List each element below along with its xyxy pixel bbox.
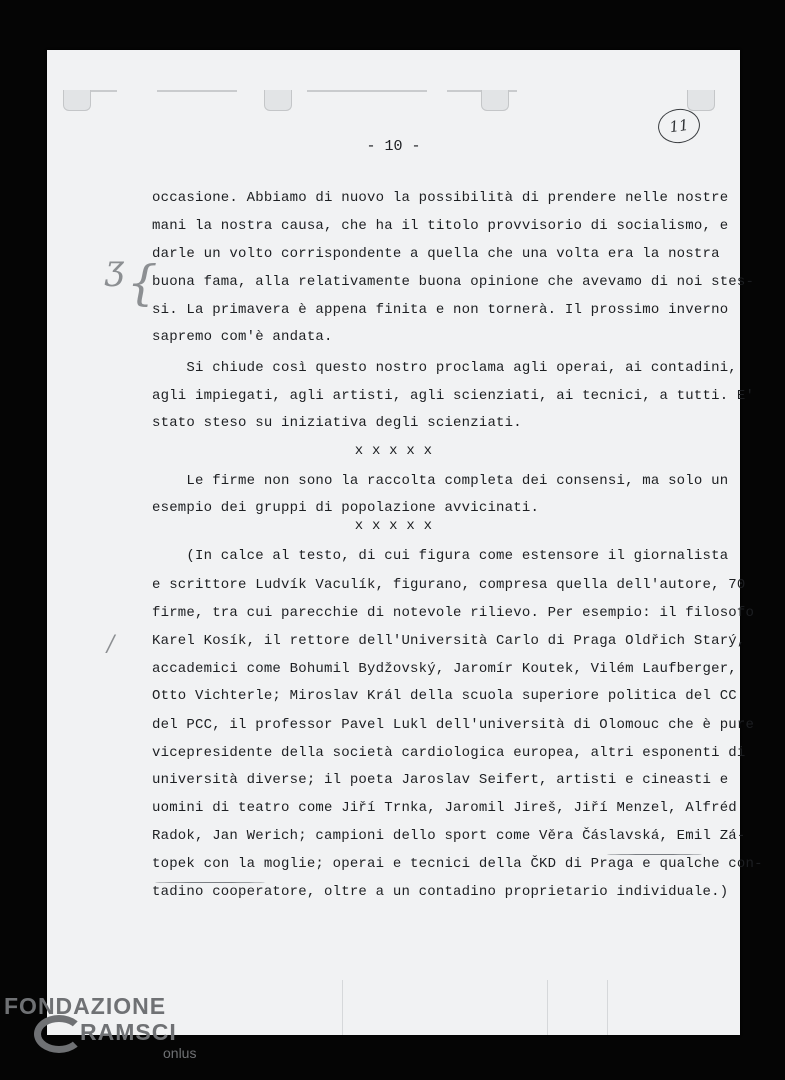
separator: x x x x x	[354, 518, 433, 534]
text-line: topek con la moglie; operai e tecnici della ČKD di Praga e qualche con-	[152, 856, 763, 872]
text-line: darle un volto corrispondente a quella che una volta era la nostra	[152, 246, 720, 262]
text-line: Radok, Jan Werich; campioni dello sport come Věra Čáslavská, Emil Zá-	[152, 828, 746, 844]
text-line: e scrittore Ludvík Vaculík, figurano, compresa quella dell'autore, 70	[152, 577, 746, 593]
ink-underline	[607, 854, 702, 855]
margin-pencil-bracket: {	[127, 255, 158, 311]
text-line: agli impiegati, agli artisti, agli scienziati, ai tecnici, a tutti. E'	[152, 388, 755, 404]
watermark-line2: RAMSCI	[80, 1019, 177, 1045]
page-number: - 10 -	[366, 138, 421, 155]
fondazione-gramsci-watermark	[4, 993, 197, 1061]
text-line: vicepresidente della società cardiologica europea, altri esponenti di	[152, 745, 746, 761]
text-line: occasione. Abbiamo di nuovo la possibilità di prendere nelle nostre	[152, 190, 729, 206]
text-line: buona fama, alla relativamente buona opinione che avevamo di noi stes-	[152, 274, 755, 290]
document-page	[47, 50, 763, 1035]
text-line: uomini di teatro come Jiří Trnka, Jaromil Jireš, Jiří Menzel, Alfréd	[152, 800, 737, 816]
folio-stamp: 11	[656, 106, 702, 146]
margin-pencil-tick: /	[107, 632, 115, 657]
text-line: esempio dei gruppi di popolazione avvicinati.	[152, 500, 540, 516]
ink-underline	[155, 882, 265, 883]
text-line: mani la nostra causa, che ha il titolo provvisorio di socialismo, e	[152, 218, 729, 234]
watermark-onlus: onlus	[163, 1045, 197, 1061]
text-line: del PCC, il professor Pavel Lukl dell'università di Olomouc che è pure	[152, 717, 755, 733]
text-line: Le firme non sono la raccolta completa dei consensi, ma solo un	[152, 473, 729, 489]
margin-pencil-mark: ʒ	[105, 248, 125, 288]
text-line: Otto Vichterle; Miroslav Král della scuola superiore politica del CC	[152, 688, 737, 704]
text-line: Karel Kosík, il rettore dell'Università Carlo di Praga Oldřich Starý,	[152, 633, 746, 649]
binder-holes	[47, 50, 740, 120]
gramsci-g-logo-icon	[34, 1015, 84, 1053]
watermark-line1: FONDAZIONE	[4, 993, 167, 1019]
text-line: tadino cooperatore, oltre a un contadino proprietario individuale.)	[152, 884, 729, 900]
text-line: firme, tra cui parecchie di notevole rilievo. Per esempio: il filosofo	[152, 605, 755, 621]
text-line: sapremo com'è andata.	[152, 329, 333, 345]
text-line: accademici come Bohumil Bydžovský, Jaromír Koutek, Vilém Laufberger,	[152, 661, 737, 677]
text-line: Si chiude così questo nostro proclama agli operai, ai contadini,	[152, 360, 737, 376]
text-line: stato steso su iniziativa degli scienziati.	[152, 415, 522, 431]
text-line: si. La primavera è appena finita e non tornerà. Il prossimo inverno	[152, 302, 729, 318]
text-line: università diverse; il poeta Jaroslav Seifert, artisti e cineasti e	[152, 772, 729, 788]
text-line: (In calce al testo, di cui figura come estensore il giornalista	[152, 548, 729, 564]
separator: x x x x x	[354, 443, 433, 459]
